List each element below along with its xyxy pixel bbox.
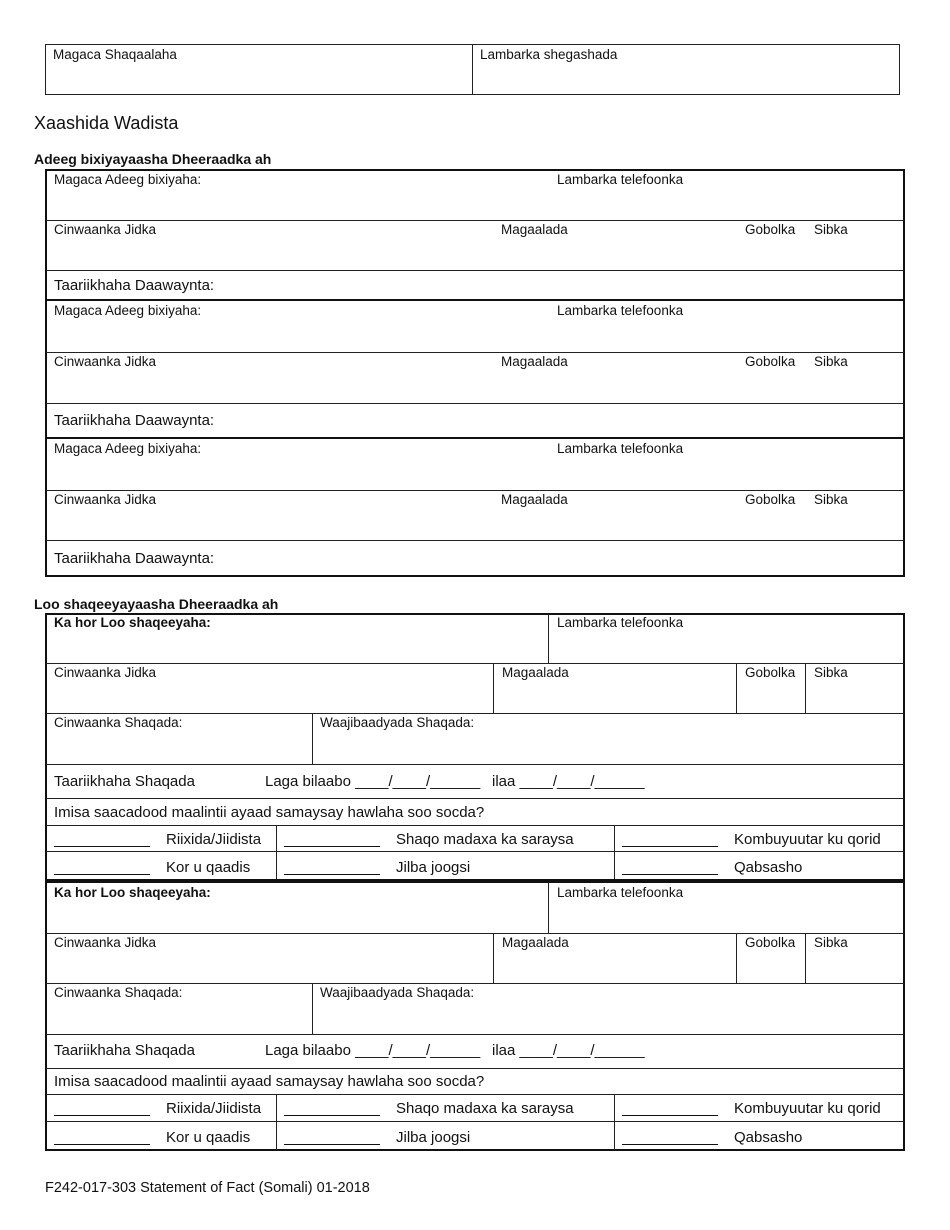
employee-info-divider (472, 44, 473, 95)
row-divider (46, 713, 904, 714)
overhead-label: Shaqo madaxa ka saraysa (396, 1100, 574, 1117)
carrying-label: Kor u qaadis (166, 859, 251, 876)
block-divider (46, 437, 904, 439)
provider-name-label: Magaca Adeeg bixiyaha: (54, 303, 202, 318)
row-divider (46, 851, 904, 852)
employer-phone-label: Lambarka telefoonka (557, 885, 684, 900)
job-to-field[interactable]: ilaa ____/____/______ (492, 773, 645, 790)
col-divider (805, 663, 806, 713)
providers-heading: Adeeg bixiyayaasha Dheeraadka ah (34, 151, 272, 167)
col-divider (614, 825, 615, 879)
employer-zip-label: Sibka (814, 665, 848, 680)
computer-hours-blank[interactable] (622, 833, 718, 847)
lifting-hours-blank[interactable] (54, 833, 150, 847)
job-dates-label: Taariikhaha Shaqada (54, 773, 195, 790)
col-divider (736, 663, 737, 713)
provider-address-label: Cinwaanka Jidka (54, 222, 157, 237)
col-divider (312, 713, 313, 764)
col-divider (312, 983, 313, 1034)
provider-zip-label: Sibka (814, 354, 848, 369)
employer-city-label: Magaalada (502, 935, 569, 950)
employer-state-label: Gobolka (745, 935, 796, 950)
provider-dates-label: Taariikhaha Daawaynta: (54, 412, 215, 429)
row-divider (46, 764, 904, 765)
row-divider (46, 983, 904, 984)
row-divider (46, 1094, 904, 1095)
prior-employer-label: Ka hor Loo shaqeeyaha: (54, 615, 211, 630)
overhead-hours-blank[interactable] (284, 1102, 380, 1116)
row-divider (46, 1034, 904, 1035)
row-divider (46, 825, 904, 826)
employer-address-label: Cinwaanka Jidka (54, 935, 157, 950)
overhead-label: Shaqo madaxa ka saraysa (396, 831, 574, 848)
lifting-label: Riixida/Jiidista (166, 831, 262, 848)
col-divider (736, 933, 737, 983)
col-divider (805, 933, 806, 983)
prior-employer-label: Ka hor Loo shaqeeyaha: (54, 885, 211, 900)
col-divider (548, 883, 549, 933)
provider-address-label: Cinwaanka Jidka (54, 354, 157, 369)
provider-zip-label: Sibka (814, 492, 848, 507)
provider-state-label: Gobolka (745, 492, 796, 507)
computer-hours-blank[interactable] (622, 1102, 718, 1116)
provider-dates-label: Taariikhaha Daawaynta: (54, 277, 215, 294)
row-divider (46, 663, 904, 664)
row-divider (46, 270, 904, 271)
provider-city-label: Magaalada (501, 354, 568, 369)
job-to-field[interactable]: ilaa ____/____/______ (492, 1042, 645, 1059)
grasping-hours-blank[interactable] (622, 1131, 718, 1145)
block-divider (46, 299, 904, 301)
row-divider (46, 1121, 904, 1122)
employer-phone-label: Lambarka telefoonka (557, 615, 684, 630)
employer-city-label: Magaalada (502, 665, 569, 680)
row-divider (46, 403, 904, 404)
job-duties-label: Waajibaadyada Shaqada: (320, 715, 475, 730)
computer-label: Kombuyuutar ku qorid (734, 831, 881, 848)
job-from-field[interactable]: Laga bilaabo ____/____/______ (265, 773, 481, 790)
employer-zip-label: Sibka (814, 935, 848, 950)
job-duties-label: Waajibaadyada Shaqada: (320, 985, 475, 1000)
provider-dates-label: Taariikhaha Daawaynta: (54, 550, 215, 567)
row-divider (46, 1068, 904, 1069)
provider-zip-label: Sibka (814, 222, 848, 237)
row-divider (46, 352, 904, 353)
case-number-label: Lambarka shegashada (480, 47, 618, 62)
computer-label: Kombuyuutar ku qorid (734, 1100, 881, 1117)
job-dates-label: Taariikhaha Shaqada (54, 1042, 195, 1059)
row-divider (46, 490, 904, 491)
col-divider (548, 614, 549, 663)
lifting-label: Riixida/Jiidista (166, 1100, 262, 1117)
form-id-footer: F242-017-303 Statement of Fact (Somali) 01-2018 (45, 1180, 370, 1196)
kneeling-label: Jilba joogsi (396, 859, 471, 876)
kneeling-hours-blank[interactable] (284, 861, 380, 875)
employee-name-label: Magaca Shaqaalaha (53, 47, 177, 62)
kneeling-label: Jilba joogsi (396, 1129, 471, 1146)
grasping-label: Qabsasho (734, 1129, 803, 1146)
hours-question: Imisa saacadood maalintii ayaad samaysay hawlaha soo socda? (54, 1073, 485, 1090)
provider-address-label: Cinwaanka Jidka (54, 492, 157, 507)
hours-question: Imisa saacadood maalintii ayaad samaysay hawlaha soo socda? (54, 804, 485, 821)
provider-city-label: Magaalada (501, 492, 568, 507)
carrying-hours-blank[interactable] (54, 1131, 150, 1145)
employer-state-label: Gobolka (745, 665, 796, 680)
provider-city-label: Magaalada (501, 222, 568, 237)
employers-heading: Loo shaqeeyayaasha Dheeraadka ah (34, 596, 279, 612)
block-divider (46, 879, 904, 883)
row-divider (46, 933, 904, 934)
col-divider (276, 1094, 277, 1150)
row-divider (46, 798, 904, 799)
provider-phone-label: Lambarka telefoonka (557, 172, 684, 187)
provider-name-label: Magaca Adeeg bixiyaha: (54, 172, 202, 187)
job-title-label: Cinwaanka Shaqada: (54, 715, 183, 730)
overhead-hours-blank[interactable] (284, 833, 380, 847)
row-divider (46, 540, 904, 541)
col-divider (493, 663, 494, 713)
col-divider (493, 933, 494, 983)
provider-name-label: Magaca Adeeg bixiyaha: (54, 441, 202, 456)
provider-phone-label: Lambarka telefoonka (557, 441, 684, 456)
employer-address-label: Cinwaanka Jidka (54, 665, 157, 680)
lifting-hours-blank[interactable] (54, 1102, 150, 1116)
carrying-label: Kor u qaadis (166, 1129, 251, 1146)
col-divider (614, 1094, 615, 1150)
provider-state-label: Gobolka (745, 354, 796, 369)
provider-state-label: Gobolka (745, 222, 796, 237)
provider-phone-label: Lambarka telefoonka (557, 303, 684, 318)
job-from-field[interactable]: Laga bilaabo ____/____/______ (265, 1042, 481, 1059)
job-title-label: Cinwaanka Shaqada: (54, 985, 183, 1000)
grasping-hours-blank[interactable] (622, 861, 718, 875)
carrying-hours-blank[interactable] (54, 861, 150, 875)
page-title: Xaashida Wadista (34, 113, 179, 133)
row-divider (46, 220, 904, 221)
grasping-label: Qabsasho (734, 859, 803, 876)
kneeling-hours-blank[interactable] (284, 1131, 380, 1145)
col-divider (276, 825, 277, 879)
